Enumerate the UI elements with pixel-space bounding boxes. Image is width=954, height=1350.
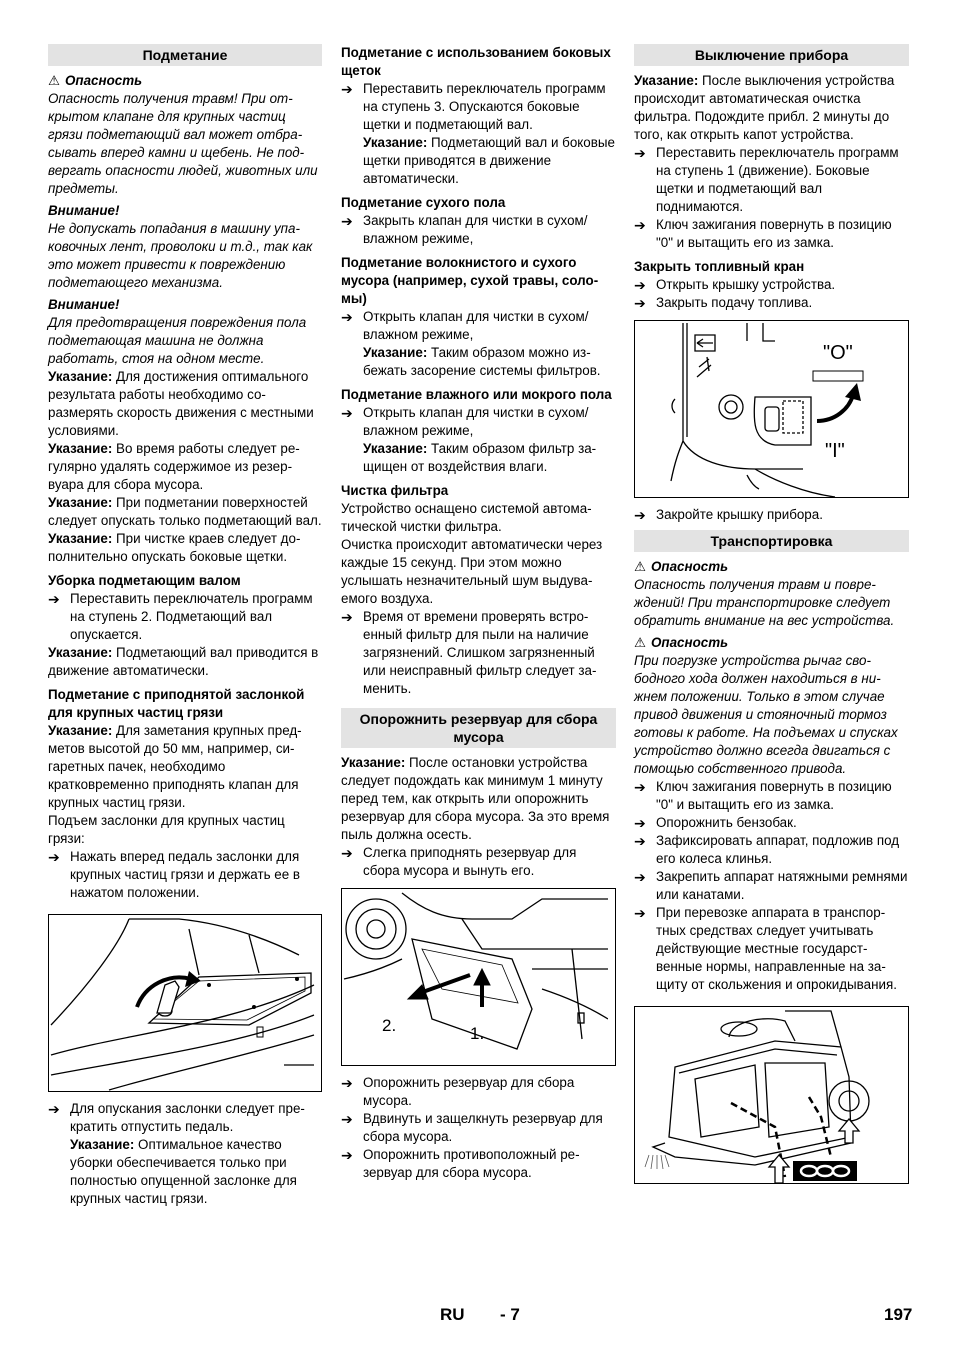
section-heading-transport: Транспортировка — [634, 530, 909, 552]
transport-machine-illustration — [635, 1007, 903, 1183]
attention-text: Для предотвращения повреждения пола подметающая машина не должна работать, стоя на одном месте. — [48, 315, 307, 366]
danger-text: Опасность получения травм и повреждений! При транспортировке следует обратить внимание на вес устройства. — [634, 577, 895, 628]
column-2 — [341, 44, 616, 1182]
note: Указание: Для достижения оптимального результата работы необходимо соразмерять скорость движения с местными условиями. — [48, 369, 314, 438]
footer-page-number: 197 — [884, 1305, 913, 1324]
step: ➔ Закрыть подачу топлива. — [634, 294, 909, 312]
warning-triangle-icon: ⚠ — [634, 635, 647, 650]
subheading-side-brushes: Подметание с использованием боковых щеток — [341, 45, 611, 78]
subheading-fibrous: Подметание волокнистого и сухого мусора (например, сухой травы, соломы) — [341, 255, 599, 306]
danger-text: При погрузке устройства рычаг свободного хода должен находиться в нижнем положении. Только в этом случае привод движения и стояночный тормоз готовы к работе. На подъемах и спусках устройство должно всегда двигаться с помощью собственного привода. — [634, 653, 898, 776]
tie-down-symbol-icon — [793, 1161, 857, 1181]
attention-text: Не допускать попадания в машину упаковочных лент, проволоки и т.д., так как это может привести к повреждению подметающего механизма. — [48, 221, 313, 290]
column-1 — [48, 44, 322, 1208]
step: ➔ Опорожнить бензобак. — [634, 814, 909, 832]
step: ➔ Переставить переключатель программ на ступень 3. Опускаются боковые щетки и подметающий вал. — [341, 80, 616, 134]
step: ➔ Время от времени проверять встроенный фильтр для пыли на наличие загрязнений. Слишком загрязненный или неисправный фильтр следует заменить. — [341, 608, 616, 698]
step: ➔ Закрыть клапан для чистки в сухом/влажном режиме, — [341, 212, 616, 248]
note: Указание: Оптимальное качество уборки обеспечивается только при полностью опущенной заслонке для крупных частиц грязи. — [70, 1137, 297, 1206]
note: Указание: Подметающий вал приводится в движение автоматически. — [48, 645, 319, 678]
paragraph: Устройство оснащено системой автоматической чистки фильтра. — [341, 501, 592, 534]
step: ➔ Открыть клапан для чистки в сухом/влажном режиме, — [341, 308, 616, 344]
step: ➔ Ключ зажигания повернуть в позицию "0" и вытащить его из замка. — [634, 778, 909, 814]
subheading-flap: Подметание с приподнятой заслонкой для крупных частиц грязи — [48, 687, 305, 720]
danger-label: ⚠ Опасность — [634, 559, 729, 574]
note: Указание: Для заметания крупных предметов высотой до 50 мм, например, сигаретных пачек, необходимо кратковременно приподнять клапан для крупных частиц грязи. — [48, 723, 302, 810]
step: ➔ Опорожнить противоположный резервуар для сбора мусора. — [341, 1146, 616, 1182]
step: ➔ Переставить переключатель программ на ступень 1 (движение). Боковые щетки и подметающий вал поднимаются. — [634, 144, 909, 216]
note: Указание: Во время работы следует регулярно удалять содержимое из резервуара для сбора мусора. — [48, 441, 300, 492]
note: Указание: При подметании поверхностей следует опускать только подметающий вал. — [48, 495, 322, 528]
figure-waste-container — [341, 888, 616, 1066]
step: ➔ Нажать вперед педаль заслонки для крупных частиц грязи и держать ее в нажатом положении. — [48, 848, 322, 902]
position-label-o: "O" — [823, 342, 853, 364]
column-3 — [634, 44, 909, 1192]
subheading-fuel-valve: Закрыть топливный кран — [634, 259, 805, 274]
step-label-1: 1. — [470, 1024, 485, 1043]
step: ➔ Открыть крышку устройства. — [634, 276, 909, 294]
danger-label: ⚠ Опасность — [48, 73, 143, 88]
subheading-filter: Чистка фильтра — [341, 483, 449, 498]
warning-triangle-icon: ⚠ — [634, 559, 647, 574]
note: Указание: Подметающий вал и боковые щетки приводятся в движение автоматически. — [363, 135, 615, 186]
position-label-i: "I" — [825, 440, 845, 462]
step: ➔ Закройте крышку прибора. — [634, 506, 909, 524]
step: ➔ Вдвинуть и защелкнуть резервуар для сбора мусора. — [341, 1110, 616, 1146]
warning-triangle-icon: ⚠ — [48, 73, 61, 88]
flap-pedal-illustration — [49, 915, 316, 1091]
subheading-wet-floor: Подметание влажного или мокрого пола — [341, 387, 612, 402]
step: ➔ Зафиксировать аппарат, подложив под его колеса клинья. — [634, 832, 909, 868]
step: ➔ При перевозке аппарата в транспортных средствах следует учитывать действующие местные государственные нормы, направленные на защиту от скольжения и опрокидывания. — [634, 904, 909, 994]
footer-language: RU — [440, 1305, 465, 1324]
paragraph: Подъем заслонки для крупных частиц грязи: — [48, 813, 285, 846]
figure-fuel-valve — [634, 320, 909, 498]
section-heading-empty-container: Опорожнить резервуар для сбора мусора — [341, 708, 616, 748]
note: Указание: При чистке краев следует дополнительно опускать боковые щетки. — [48, 531, 301, 564]
waste-container-illustration — [342, 889, 608, 1065]
step: ➔ Открыть клапан для чистки в сухом/влажном режиме, — [341, 404, 616, 440]
section-heading-switch-off: Выключение прибора — [634, 44, 909, 66]
step-label-2: 2. — [382, 1016, 397, 1035]
note: Указание: Таким образом можно избежать засорение системы фильтров. — [363, 345, 601, 378]
paragraph: Очистка происходит автоматически через каждые 15 секунд. При этом можно услышать незначительный шум выдуваемого воздуха. — [341, 537, 603, 606]
figure-flap-pedal — [48, 914, 322, 1092]
figure-transport-machine — [634, 1006, 909, 1184]
note: Указание: Таким образом фильтр защищен от воздействия влаги. — [363, 441, 597, 474]
attention-label: Внимание! — [48, 297, 120, 312]
step: ➔ Для опускания заслонки следует прекратить отпустить педаль. — [48, 1100, 322, 1136]
attention-label: Внимание! — [48, 203, 120, 218]
note: Указание: После выключения устройства происходит автоматическая очистка фильтра. Подождите прибл. 2 минуты до того, как открыть капот устройства. — [634, 73, 895, 142]
subheading-dry-floor: Подметание сухого пола — [341, 195, 506, 210]
section-heading-sweeping: Подметание — [48, 44, 322, 66]
step: ➔ Переставить переключатель программ на ступень 2. Подметающий вал опускается. — [48, 590, 322, 644]
subheading-roller: Уборка подметающим валом — [48, 573, 241, 588]
note: Указание: После остановки устройства следует подождать как минимум 1 минуту перед тем, как открыть или опорожнить резервуар для сбора мусора. За это время пыль должна осесть. — [341, 755, 610, 842]
step: ➔ Ключ зажигания повернуть в позицию "0" и вытащить его из замка. — [634, 216, 909, 252]
step: ➔ Слегка приподнять резервуар для сбора мусора и вынуть его. — [341, 844, 616, 880]
footer-local-page: - 7 — [500, 1305, 520, 1324]
step: ➔ Опорожнить резервуар для сбора мусора. — [341, 1074, 616, 1110]
danger-label: ⚠ Опасность — [634, 635, 729, 650]
fuel-valve-illustration — [635, 321, 903, 497]
step: ➔ Закрепить аппарат натяжными ремнями или канатами. — [634, 868, 909, 904]
danger-text: Опасность получения травм! При открытом клапане для крупных частиц грязи подметающий вал может отбрасывать вперед камни и щебень. Не подвергать опасности людей, животных или предметы. — [48, 91, 318, 196]
